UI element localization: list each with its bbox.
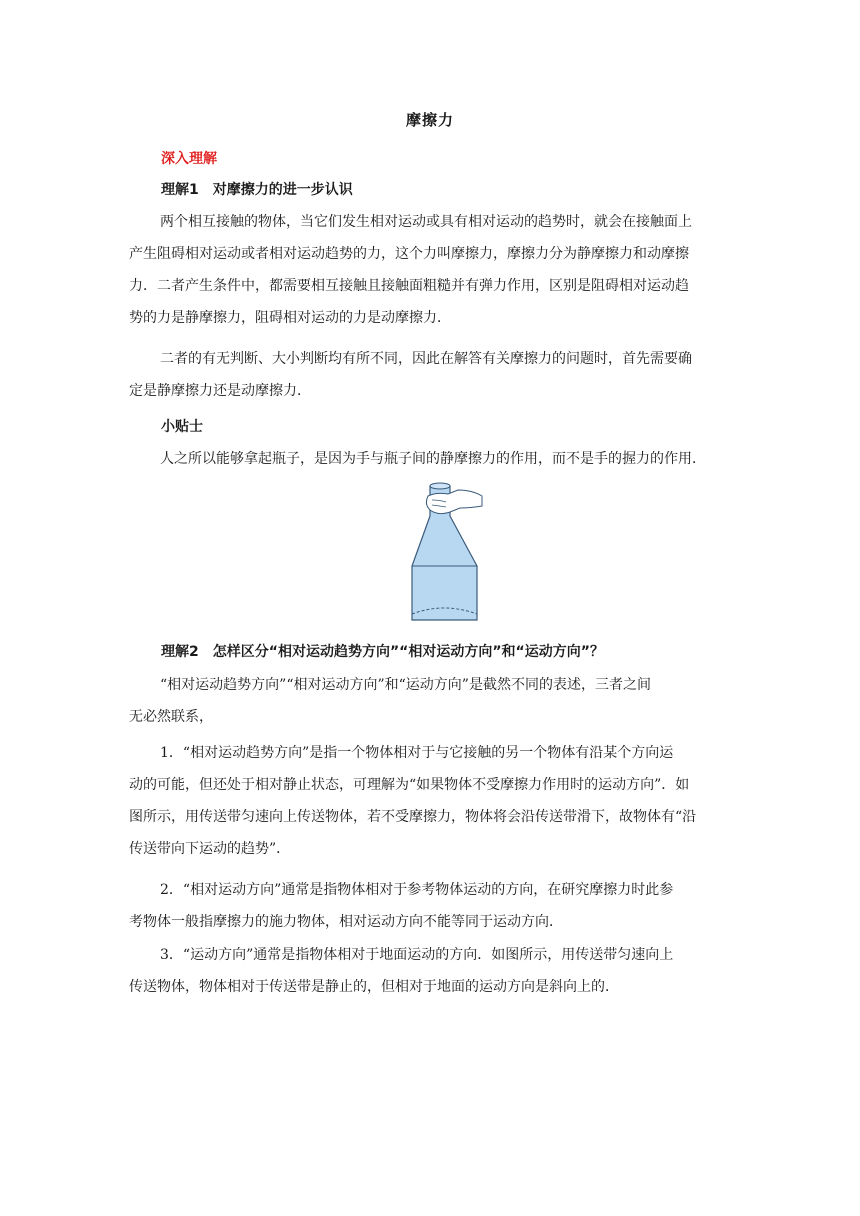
paragraph-line: “相对运动趋势方向”“相对运动方向”和“运动方向”是截然不同的表述，三者之间	[160, 677, 651, 693]
paragraph-line: 传送物体，物体相对于传送带是静止的，但相对于地面的运动方向是斜向上的．	[129, 979, 619, 995]
paragraph-line: 两个相互接触的物体，当它们发生相对运动或具有相对运动的趋势时，就会在接触面上	[160, 214, 692, 230]
hand-holding-bottle-icon	[400, 478, 490, 628]
paragraph-line: 力．二者产生条件中，都需要相互接触且接触面粗糙并有弹力作用，区别是阻碍相对运动趋	[129, 278, 689, 294]
section-heading: 深入理解	[161, 151, 217, 167]
paragraph-5	[129, 874, 729, 938]
tip-paragraph	[129, 443, 729, 475]
paragraph-6	[129, 939, 729, 1003]
paragraph-4	[129, 737, 729, 865]
paragraph-line: 势的力是静摩擦力，阻碍相对运动的力是动摩擦力．	[129, 310, 451, 326]
paragraph-1	[129, 206, 729, 334]
paragraph-line: 无必然联系，	[129, 709, 213, 725]
paragraph-3	[129, 669, 729, 733]
paragraph-line: 传送带向下运动的趋势”．	[129, 841, 291, 857]
bottle-cap	[430, 483, 450, 489]
paragraph-line: 定是静摩擦力还是动摩擦力．	[129, 383, 311, 399]
paragraph-line: 2．“相对运动方向”通常是指物体相对于参考物体运动的方向，在研究摩擦力时此参	[160, 882, 674, 898]
heading-understanding-1: 理解1 对摩擦力的进一步认识	[161, 182, 353, 198]
paragraph-line: 动的可能，但还处于相对静止状态，可理解为“如果物体不受摩擦力作用时的运动方向”．如	[129, 777, 690, 793]
paragraph-line: 考物体一般指摩擦力的施力物体，相对运动方向不能等同于运动方向．	[129, 914, 563, 930]
paragraph-line: 人之所以能够拿起瓶子，是因为手与瓶子间的静摩擦力的作用，而不是手的握力的作用．	[160, 451, 706, 467]
paragraph-line: 产生阻碍相对运动或者相对运动趋势的力，这个力叫摩擦力，摩擦力分为静摩擦力和动摩擦	[129, 246, 689, 262]
paragraph-line: 图所示，用传送带匀速向上传送物体，若不受摩擦力，物体将会沿传送带滑下，故物体有“沿	[129, 809, 697, 825]
paragraph-line: 1．“相对运动趋势方向”是指一个物体相对于与它接触的另一个物体有沿某个方向运	[160, 745, 674, 761]
hand	[426, 490, 482, 514]
tip-heading: 小贴士	[161, 419, 203, 435]
paragraph-line: 3．“运动方向”通常是指物体相对于地面运动的方向．如图所示，用传送带匀速向上	[160, 947, 674, 963]
paragraph-line: 二者的有无判断、大小判断均有所不同，因此在解答有关摩擦力的问题时，首先需要确	[160, 351, 692, 367]
heading-understanding-2: 理解2 怎样区分“相对运动趋势方向”“相对运动方向”和“运动方向”？	[161, 644, 604, 660]
page-title: 摩擦力	[405, 111, 454, 129]
paragraph-2	[129, 343, 729, 407]
